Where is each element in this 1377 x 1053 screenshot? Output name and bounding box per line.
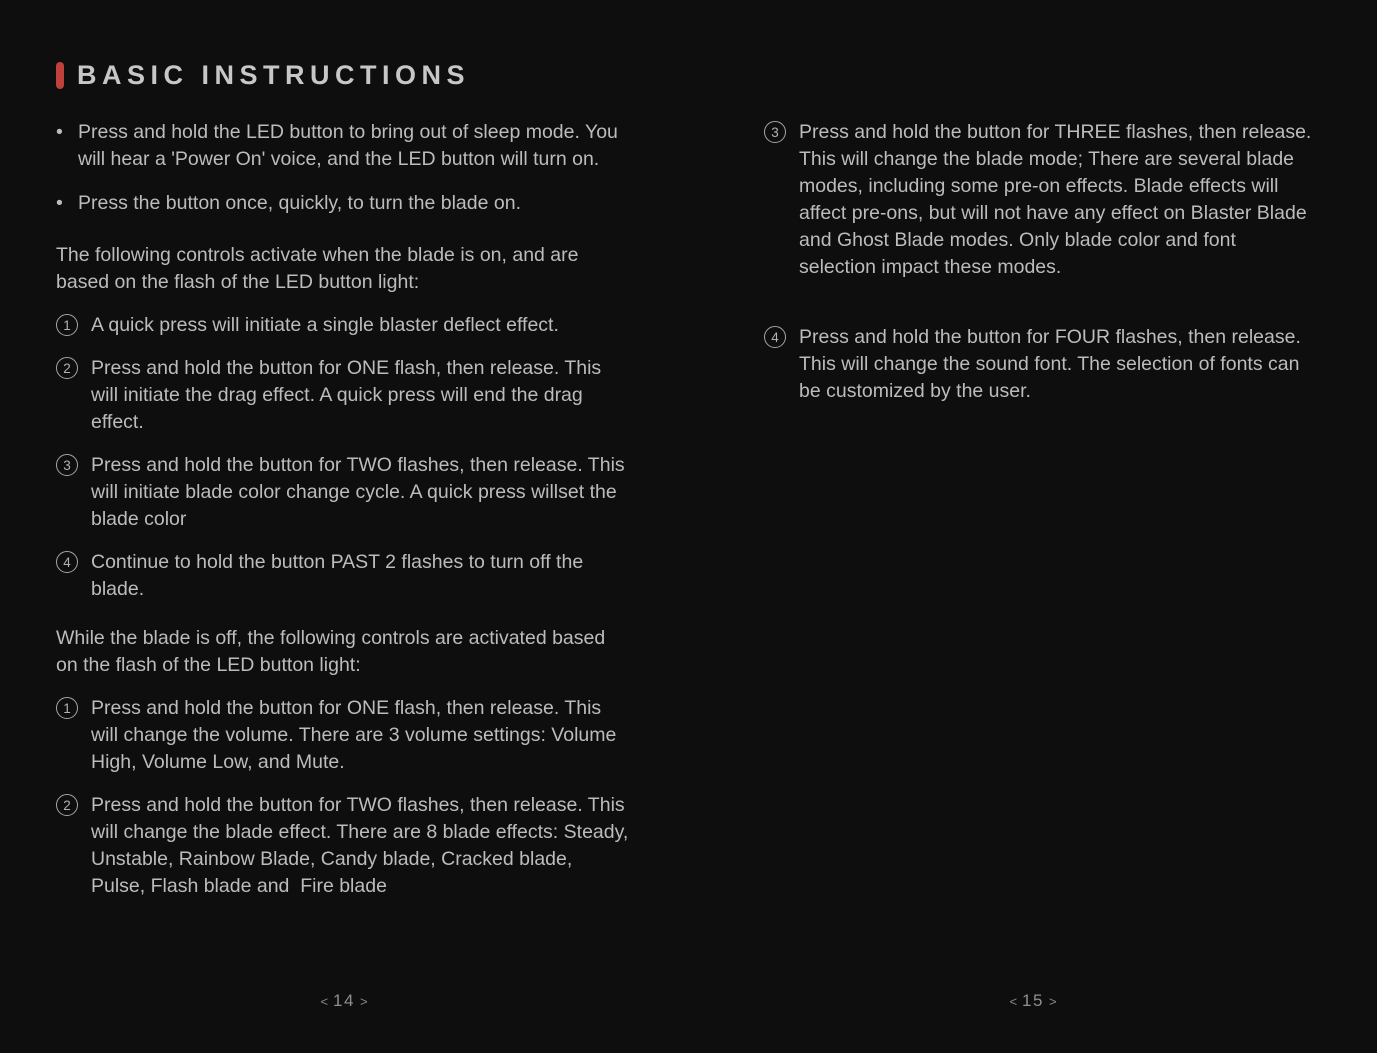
list-item — [56, 549, 630, 603]
list-item — [764, 324, 1316, 405]
numbered-text: Press and hold the button for THREE flashes, then release. This will change the blade mode; There are several blade modes, including some pre-on effects. Blade effects will affect pre-ons, but will not have any effect on Blaster Blade and Ghost Blade modes. Only blade color and font selection impact these modes. — [799, 121, 1317, 278]
page-15-content — [764, 119, 1316, 448]
circled-number-icon: 4 — [764, 326, 786, 348]
accent-bar-icon — [56, 62, 64, 89]
intro-blade-on: The following controls activate when the blade is on, and are based on the flash of the LED button light: — [56, 244, 584, 293]
circled-number-icon: 4 — [56, 551, 78, 573]
numbered-text: A quick press will initiate a single blaster deflect effect. — [91, 314, 559, 336]
circled-number-icon: 3 — [56, 454, 78, 476]
list-item — [56, 452, 630, 533]
list-item — [56, 119, 630, 173]
bullet-icon: • — [56, 192, 63, 214]
circled-number-icon: 2 — [56, 794, 78, 816]
list-item — [56, 695, 630, 776]
list-item — [56, 190, 630, 217]
numbered-text: Press and hold the button for TWO flashes, then release. This will initiate blade color change cycle. A quick press willset the blade color — [91, 454, 631, 530]
page-number-value: 15 — [1022, 991, 1044, 1010]
numbered-text: Press and hold the button for TWO flashes, then release. This will change the blade effect. There are 8 blade effects: Steady, Unstable, Rainbow Blade, Candy blade, Cracked blade, Pulse, Flash blade and Fire blade — [91, 794, 634, 897]
list-item — [764, 119, 1316, 281]
angle-open-icon: < — [1009, 993, 1018, 1009]
angle-open-icon: < — [320, 993, 329, 1009]
angle-close-icon: > — [1048, 993, 1057, 1009]
numbered-text: Continue to hold the button PAST 2 flashes to turn off the blade. — [91, 551, 589, 600]
bullet-text: Press the button once, quickly, to turn the blade on. — [78, 192, 521, 214]
page-number-left — [0, 991, 688, 1011]
page-title: BASIC INSTRUCTIONS — [77, 60, 471, 90]
numbered-text: Press and hold the button for ONE flash, then release. This will initiate the drag effect. A quick press will end the drag effect. — [91, 357, 607, 433]
bullet-text: Press and hold the LED button to bring out of sleep mode. You will hear a 'Power On' voice, and the LED button will turn on. — [78, 121, 624, 170]
numbered-text: Press and hold the button for ONE flash, then release. This will change the volume. There are 3 volume settings: Volume High, Volume Low, and Mute. — [91, 697, 622, 773]
circled-number-icon: 3 — [764, 121, 786, 143]
intro-blade-off: While the blade is off, the following controls are activated based on the flash of the LED button light: — [56, 627, 611, 676]
circled-number-icon: 1 — [56, 314, 78, 336]
page-number-right — [689, 991, 1377, 1011]
list-item — [56, 792, 634, 900]
page-number-value: 14 — [333, 991, 355, 1010]
list-item — [56, 312, 630, 339]
angle-close-icon: > — [359, 993, 368, 1009]
circled-number-icon: 2 — [56, 357, 78, 379]
list-item — [56, 355, 630, 436]
bullet-icon: • — [56, 121, 63, 143]
section-header — [56, 60, 470, 91]
numbered-text: Press and hold the button for FOUR flashes, then release. This will change the sound font. The selection of fonts can be customized by the user. — [799, 326, 1306, 402]
page-14-content — [56, 119, 634, 916]
circled-number-icon: 1 — [56, 697, 78, 719]
